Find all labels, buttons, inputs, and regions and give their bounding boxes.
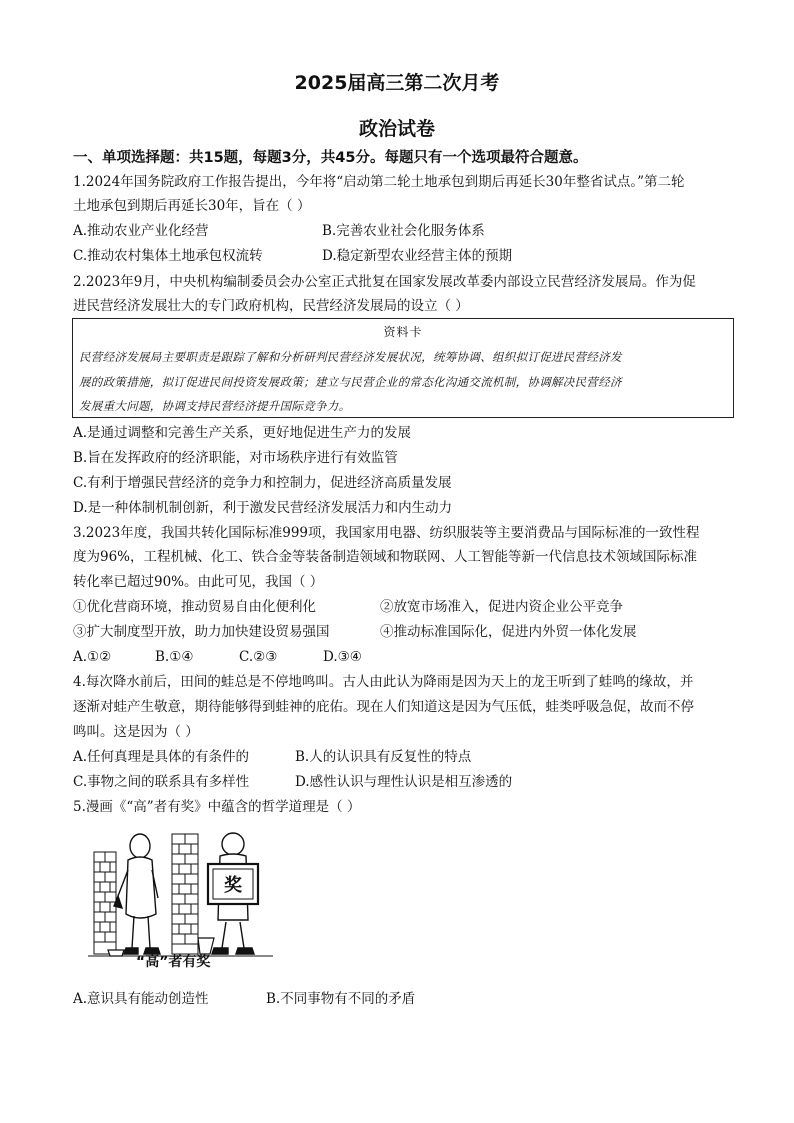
exam-subject: 政治试卷 <box>358 118 435 140</box>
q3-option-c: C.②③ <box>239 649 278 665</box>
q5-option-a: A.意识具有能动创造性 <box>73 991 209 1007</box>
q4-option-a: A.任何真理是具体的有条件的 <box>73 749 250 765</box>
q3-option-a: A.①② <box>73 649 112 665</box>
material-card-line-1: 民营经济发展局主要职责是跟踪了解和分析研判民营经济发展状况，统筹协调、组织拟订促进民营经济发 <box>79 350 622 364</box>
q5-stem: 5.漫画《“高”者有奖》中蕴含的哲学道理是（ ） <box>73 799 361 815</box>
q3-item-2: ②放宽市场准入，促进内资企业公平竞争 <box>380 599 623 615</box>
q4-stem-line-2: 逐渐对蛙产生敬意，期待能够得到蛙神的庇佑。现在人们知道这是因为气压低，蛙类呼吸急促，故而不停 <box>73 699 694 715</box>
q1-stem-line-1: 1.2024年国务院政府工作报告提出，今年将“启动第二轮土地承包到期后再延长30年整省试点。”第二轮 <box>73 174 685 190</box>
cartoon-left-worker <box>114 834 160 954</box>
q3-item-4: ④推动标准国际化，促进内外贸一体化发展 <box>380 624 637 640</box>
q2-stem-line-2: 进民营经济发展壮大的专门政府机构，民营经济发展局的设立（ ） <box>73 298 469 314</box>
material-card-line-2: 展的政策措施，拟订促进民间投资发展政策；建立与民营企业的常态化沟通交流机制，协调解决民营经济 <box>79 375 622 389</box>
section-heading: 一、单项选择题：共15题，每题3分，共45分。每题只有一个选项最符合题意。 <box>73 150 588 166</box>
material-card-title: 资料卡 <box>383 325 423 339</box>
q4-option-d: D.感性认识与理性认识是相互渗透的 <box>295 774 513 790</box>
cartoon-tall-wall <box>172 834 198 954</box>
cartoon-left-wall <box>94 852 116 954</box>
q2-option-b: B.旨在发挥政府的经济职能，对市场秩序进行有效监管 <box>73 450 398 466</box>
cartoon-caption: “高”者有奖 <box>136 954 211 970</box>
q2-option-a: A.是通过调整和完善生产关系，更好地促进生产力的发展 <box>73 425 412 441</box>
q3-stem-line-2: 度为96%，工程机械、化工、铁合金等装备制造领域和物联网、人工智能等新一代信息技术领域国际标准 <box>73 549 698 565</box>
q3-option-d: D.③④ <box>323 649 362 665</box>
q1-option-d: D.稳定新型农业经营主体的预期 <box>322 248 513 264</box>
q3-item-3: ③扩大制度型开放，助力加快建设贸易强国 <box>73 624 330 640</box>
material-card <box>72 318 734 418</box>
q3-item-1: ①优化营商环境，推动贸易自由化便利化 <box>73 599 316 615</box>
exam-title: 2025届高三第二次月考 <box>294 72 500 94</box>
q1-stem-line-2: 土地承包到期后再延长30年，旨在（ ） <box>73 198 311 214</box>
q3-stem-line-1: 3.2023年度，我国共转化国际标准999项，我国家用电器、纺织服装等主要消费品与国际标准的一致性程 <box>73 525 700 541</box>
cartoon-sign-text: 奖 <box>224 875 242 896</box>
q4-option-c: C.事物之间的联系具有多样性 <box>73 774 250 790</box>
q1-option-a: A.推动农业产业化经营 <box>73 223 209 239</box>
q2-option-c: C.有利于增强民营经济的竞争力和控制力，促进经济高质量发展 <box>73 475 452 491</box>
q2-option-d: D.是一种体制机制创新，利于激发民营经济发展活力和内生动力 <box>73 500 453 516</box>
q3-option-b: B.①④ <box>155 649 194 665</box>
q1-option-c: C.推动农村集体土地承包权流转 <box>73 248 263 264</box>
q5-option-b: B.不同事物有不同的矛盾 <box>266 991 416 1007</box>
q4-stem-line-3: 鸣叫。这是因为（ ） <box>73 724 199 740</box>
q4-option-b: B.人的认识具有反复性的特点 <box>295 749 472 765</box>
q3-stem-line-3: 转化率已超过90%。由此可见，我国（ ） <box>73 574 324 590</box>
q1-option-b: B.完善农业社会化服务体系 <box>322 223 485 239</box>
material-card-line-3: 发展重大问题，协调支持民营经济提升国际竞争力。 <box>79 399 351 413</box>
q2-stem-line-1: 2.2023年9月，中央机构编制委员会办公室正式批复在国家发展改革委内部设立民营经济发展局。作为促 <box>73 274 696 290</box>
q4-stem-line-1: 4.每次降水前后，田间的蛙总是不停地鸣叫。古人由此认为降雨是因为天上的龙王听到了蛙鸣的缘故，并 <box>73 674 694 690</box>
